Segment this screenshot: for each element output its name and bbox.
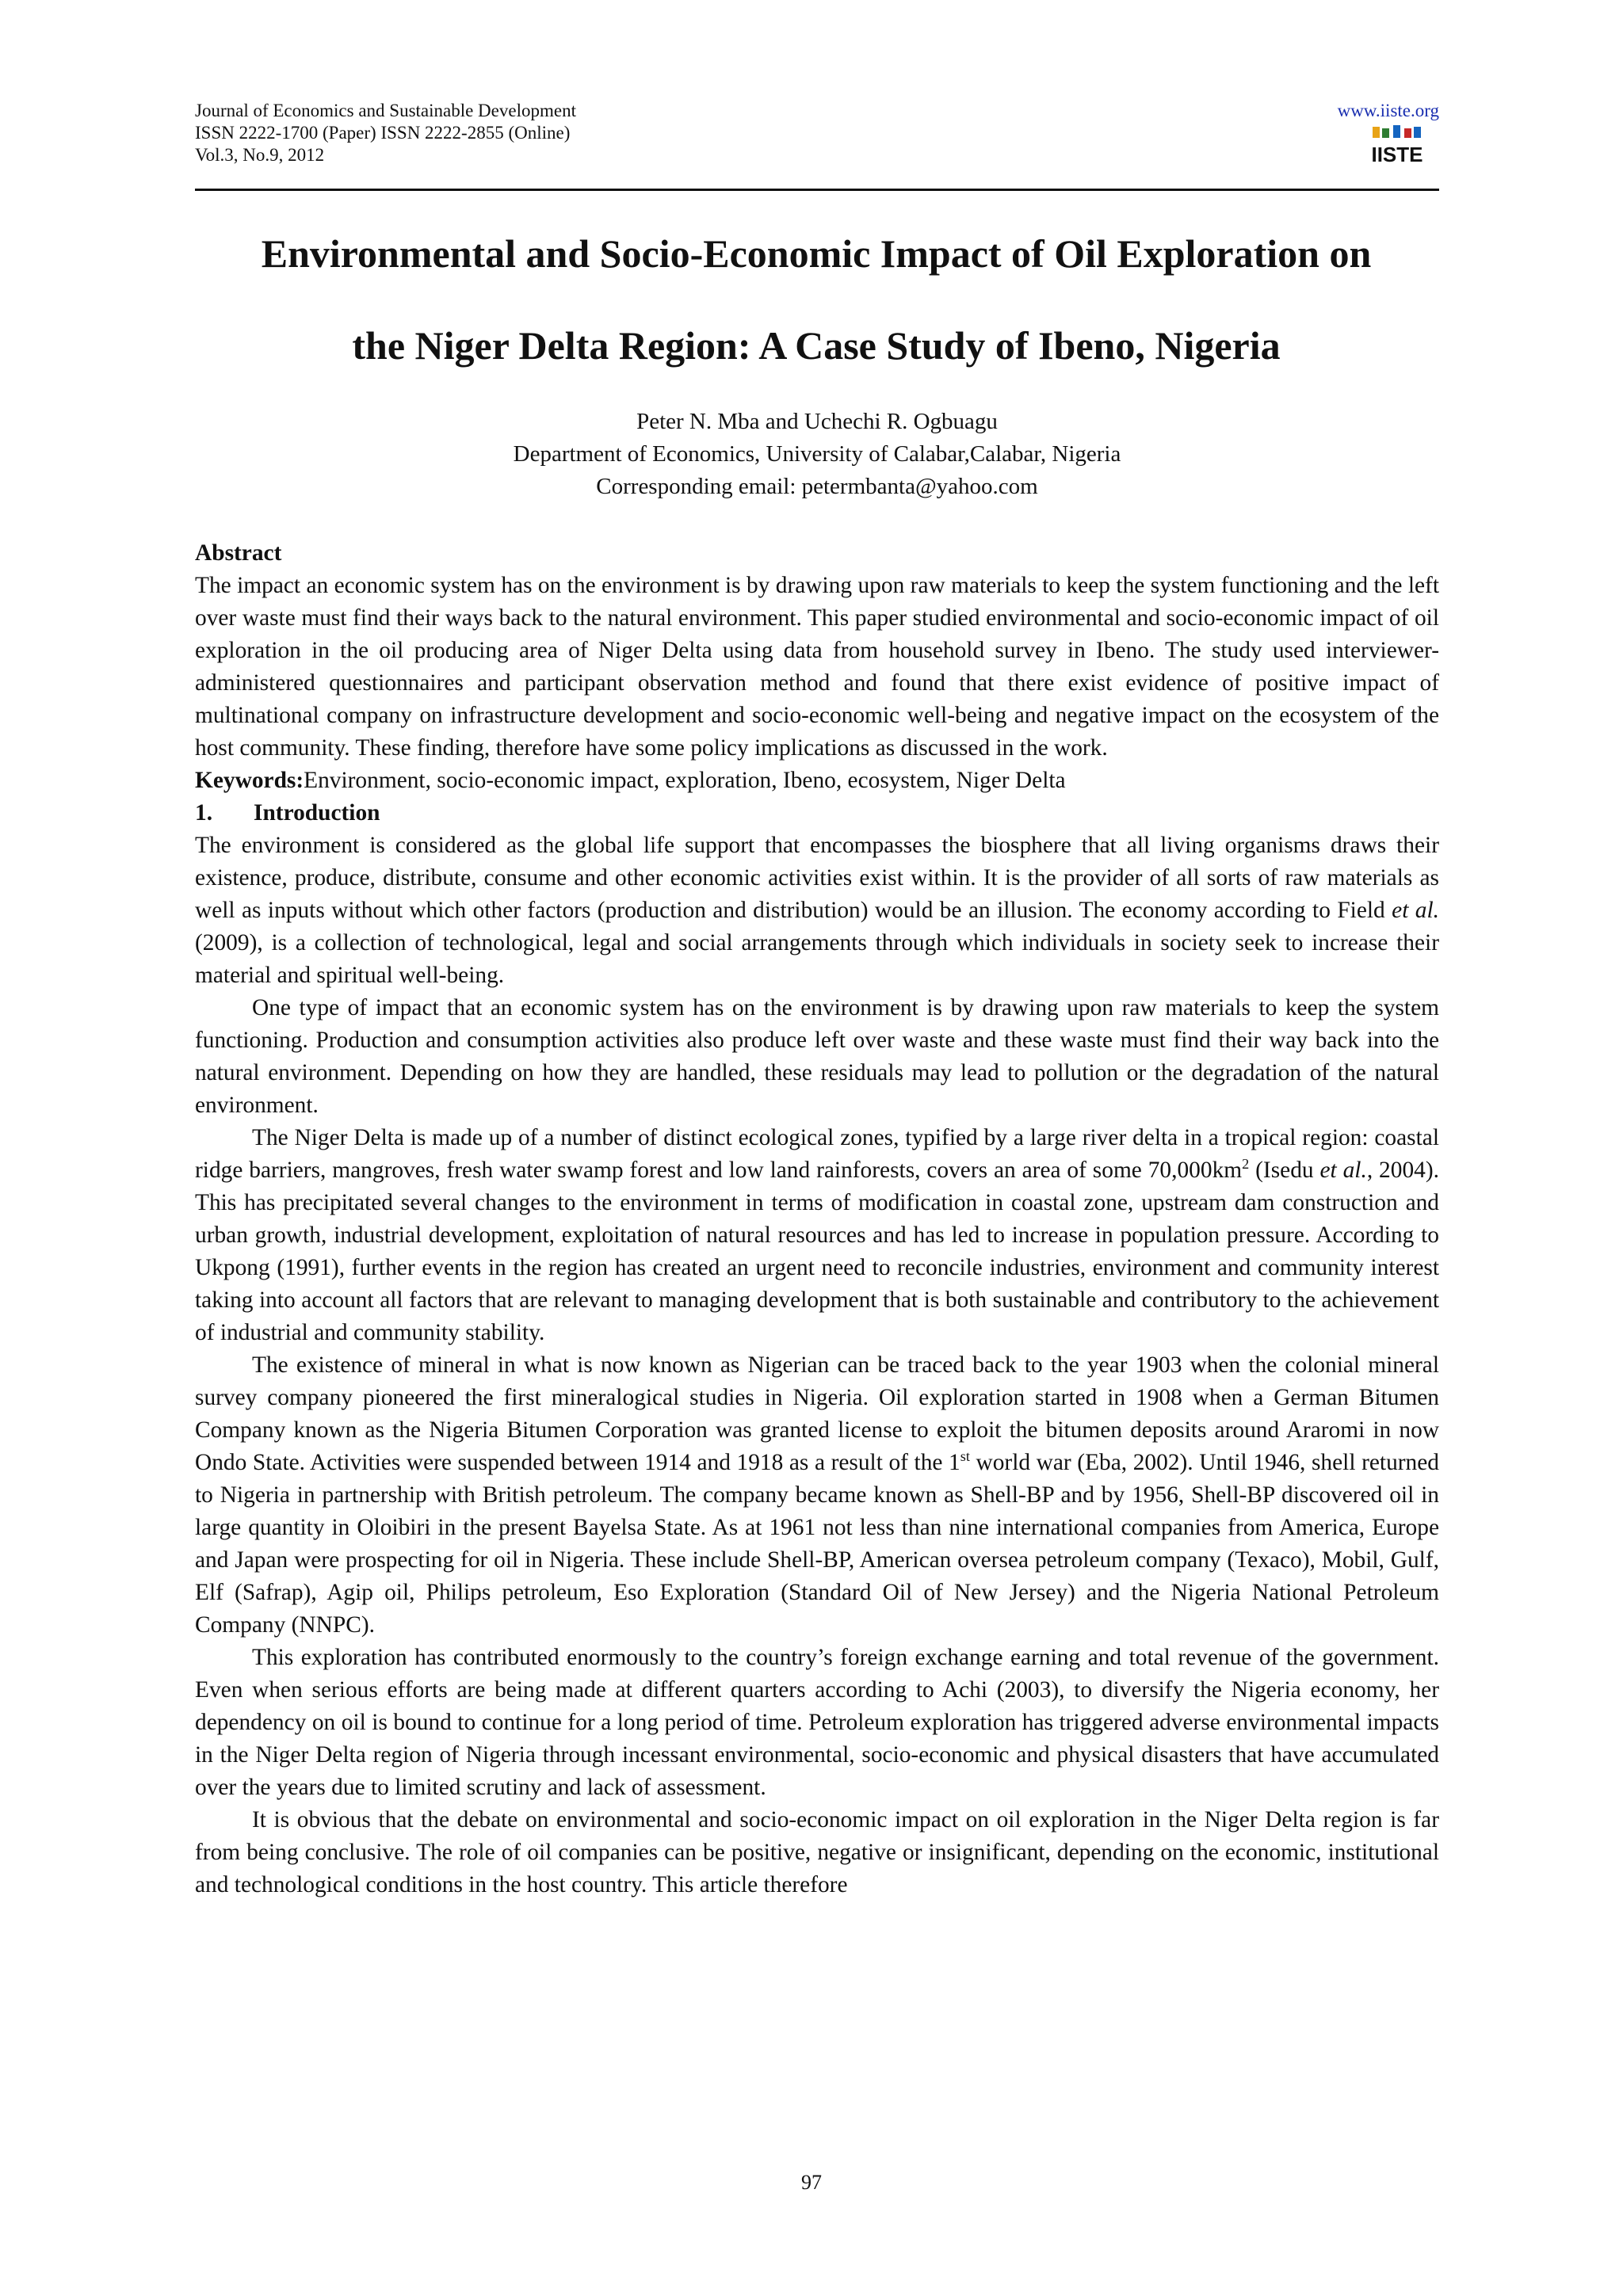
p4-text-a: The existence of mineral in what is now known as Nigerian can be traced back to the year 1903 when the colonial mineral survey company pioneered the first mineralogical studies in Nigeria. Oil exploration started in 1908 when a German Bitumen Company known as the Nigeria Bitumen Corporation was granted license to exploit the bitumen deposits around Araromi in now Ondo State. Activities were suspended between 1914 and 1918 as a result of the 1 <box>195 1352 1439 1475</box>
paragraph-6: It is obvious that the debate on environmental and socio-economic impact on oil exploration in the Niger Delta region is far from being conclusive. The role of oil companies can be positive, negative or insignificant, depending on the economic, institutional and technological conditions in the host country. This article therefore <box>195 1807 1439 1897</box>
page-number: 97 <box>801 2171 822 2194</box>
paper-body <box>195 537 1439 1901</box>
p3-superscript: 2 <box>1242 1156 1250 1173</box>
section-heading <box>195 797 1439 830</box>
p1-text-a: The environment is considered as the global life support that encompasses the biosphere that all living organisms draws their existence, produce, distribute, consume and other economic activities exist within. It is the provider of all sorts of raw materials as well as inputs without which other factors (production and distribution) would be an illusion. The economy according to Field <box>195 833 1439 923</box>
logo-text: IISTE <box>1371 143 1423 166</box>
running-header <box>195 100 1439 185</box>
journal-issn: ISSN 2222-1700 (Paper) ISSN 2222-2855 (Online) <box>195 123 571 143</box>
journal-url-link[interactable]: www.iiste.org <box>1337 101 1439 120</box>
section-title: Introduction <box>254 800 380 826</box>
paragraph-2: One type of impact that an economic system has on the environment is by drawing upon raw materials to keep the system functioning. Production and consumption activities also produce left over waste and these waste must find their way back into the natural environment. Depending on how they are handled, these residuals may lead to pollution or the degradation of the natural environment. <box>195 995 1439 1118</box>
abstract-heading: Abstract <box>195 540 282 566</box>
title-line-2: the Niger Delta Region: A Case Study of Ibeno, Nigeria <box>352 323 1281 368</box>
p4-superscript: st <box>960 1448 970 1465</box>
paragraph-1 <box>195 830 1439 992</box>
journal-name: Journal of Economics and Sustainable Development <box>195 101 576 120</box>
paragraph-5: This exploration has contributed enormously to the country’s foreign exchange earning and total revenue of the government. Even when serious efforts are being made at different quarters according to Achi (2003), to diversify the Nigeria economy, her dependency on oil is bound to continue for a long period of time. Petroleum exploration has triggered adverse environmental impacts in the Niger Delta region of Nigeria through incessant environmental, socio-economic and physical disasters that have accumulated over the years due to limited scrutiny and lack of assessment. <box>195 1645 1439 1800</box>
abstract-text: The impact an economic system has on the environment is by drawing upon raw materials to keep the system functioning and the left over waste must find their ways back to the natural environment. This paper studied environmental and socio-economic impact of oil exploration in the oil producing area of Niger Delta using data from household survey in Ibeno. The study used interviewer-administered questionnaires and participant observation method and found that there exist evidence of positive impact of multinational company on infrastructure development and socio-economic well-being and negative impact on the ecosystem of the host community. These finding, therefore have some policy implications as discussed in the work. <box>195 573 1439 761</box>
keywords-label: Keywords: <box>195 768 304 793</box>
paper-title <box>158 208 1474 391</box>
p3-text-b: (Isedu <box>1249 1158 1320 1183</box>
keywords-text: Environment, socio-economic impact, exploration, Ibeno, ecosystem, Niger Delta <box>304 768 1066 793</box>
p1-etal: et al. <box>1392 898 1439 923</box>
author-names: Peter N. Mba and Uchechi R. Ogbuagu <box>636 409 998 434</box>
title-line-1: Environmental and Socio-Economic Impact of Oil Exploration on <box>261 231 1372 276</box>
keywords-line <box>195 765 1439 797</box>
p3-text-c: , 2004). This has precipitated several changes to the environment in terms of modification in coastal zone, upstream dam construction and urban growth, industrial development, exploitation of natural resources and has led to increase in population pressure. According to Ukpong (1991), further events in the region has created an urgent need to reconcile industries, environment and community interest taking into account all factors that are relevant to managing development that is both sustainable and contributory to the achievement of industrial and community stability. <box>195 1158 1439 1345</box>
p1-text-b: (2009), is a collection of technological, legal and social arrangements through which individuals in society seek to increase their material and spiritual well-being. <box>195 930 1439 988</box>
journal-meta <box>195 100 576 166</box>
section-number: 1. <box>195 800 213 826</box>
header-divider <box>195 189 1439 191</box>
author-block <box>195 406 1439 503</box>
p4-text-b: world war (Eba, 2002). Until 1946, shell returned to Nigeria in partnership with British petroleum. The company became known as Shell-BP and by 1956, Shell-BP discovered oil in large quantity in Oloibiri in the present Bayelsa State. As at 1961 not less than nine international companies from America, Europe and Japan were prospecting for oil in Nigeria. These include Shell-BP, American oversea petroleum company (Texaco), Mobil, Gulf, Elf (Safrap), Agip oil, Philips petroleum, Eso Exploration (Standard Oil of New Jersey) and the Nigeria National Petroleum Company (NNPC). <box>195 1450 1439 1638</box>
paragraph-4 <box>195 1349 1439 1642</box>
journal-volume: Vol.3, No.9, 2012 <box>195 145 325 165</box>
author-email: Corresponding email: petermbanta@yahoo.com <box>596 474 1038 499</box>
iiste-logo <box>1369 124 1425 181</box>
paragraph-3 <box>195 1122 1439 1349</box>
p3-etal: et al. <box>1319 1158 1367 1183</box>
author-affiliation: Department of Economics, University of Calabar,Calabar, Nigeria <box>513 441 1121 467</box>
p3-text-a: The Niger Delta is made up of a number of distinct ecological zones, typified by a large river delta in a tropical region: coastal ridge barriers, mangroves, fresh water swamp forest and low land rainforests, covers an area of some 70,000km <box>195 1125 1439 1183</box>
